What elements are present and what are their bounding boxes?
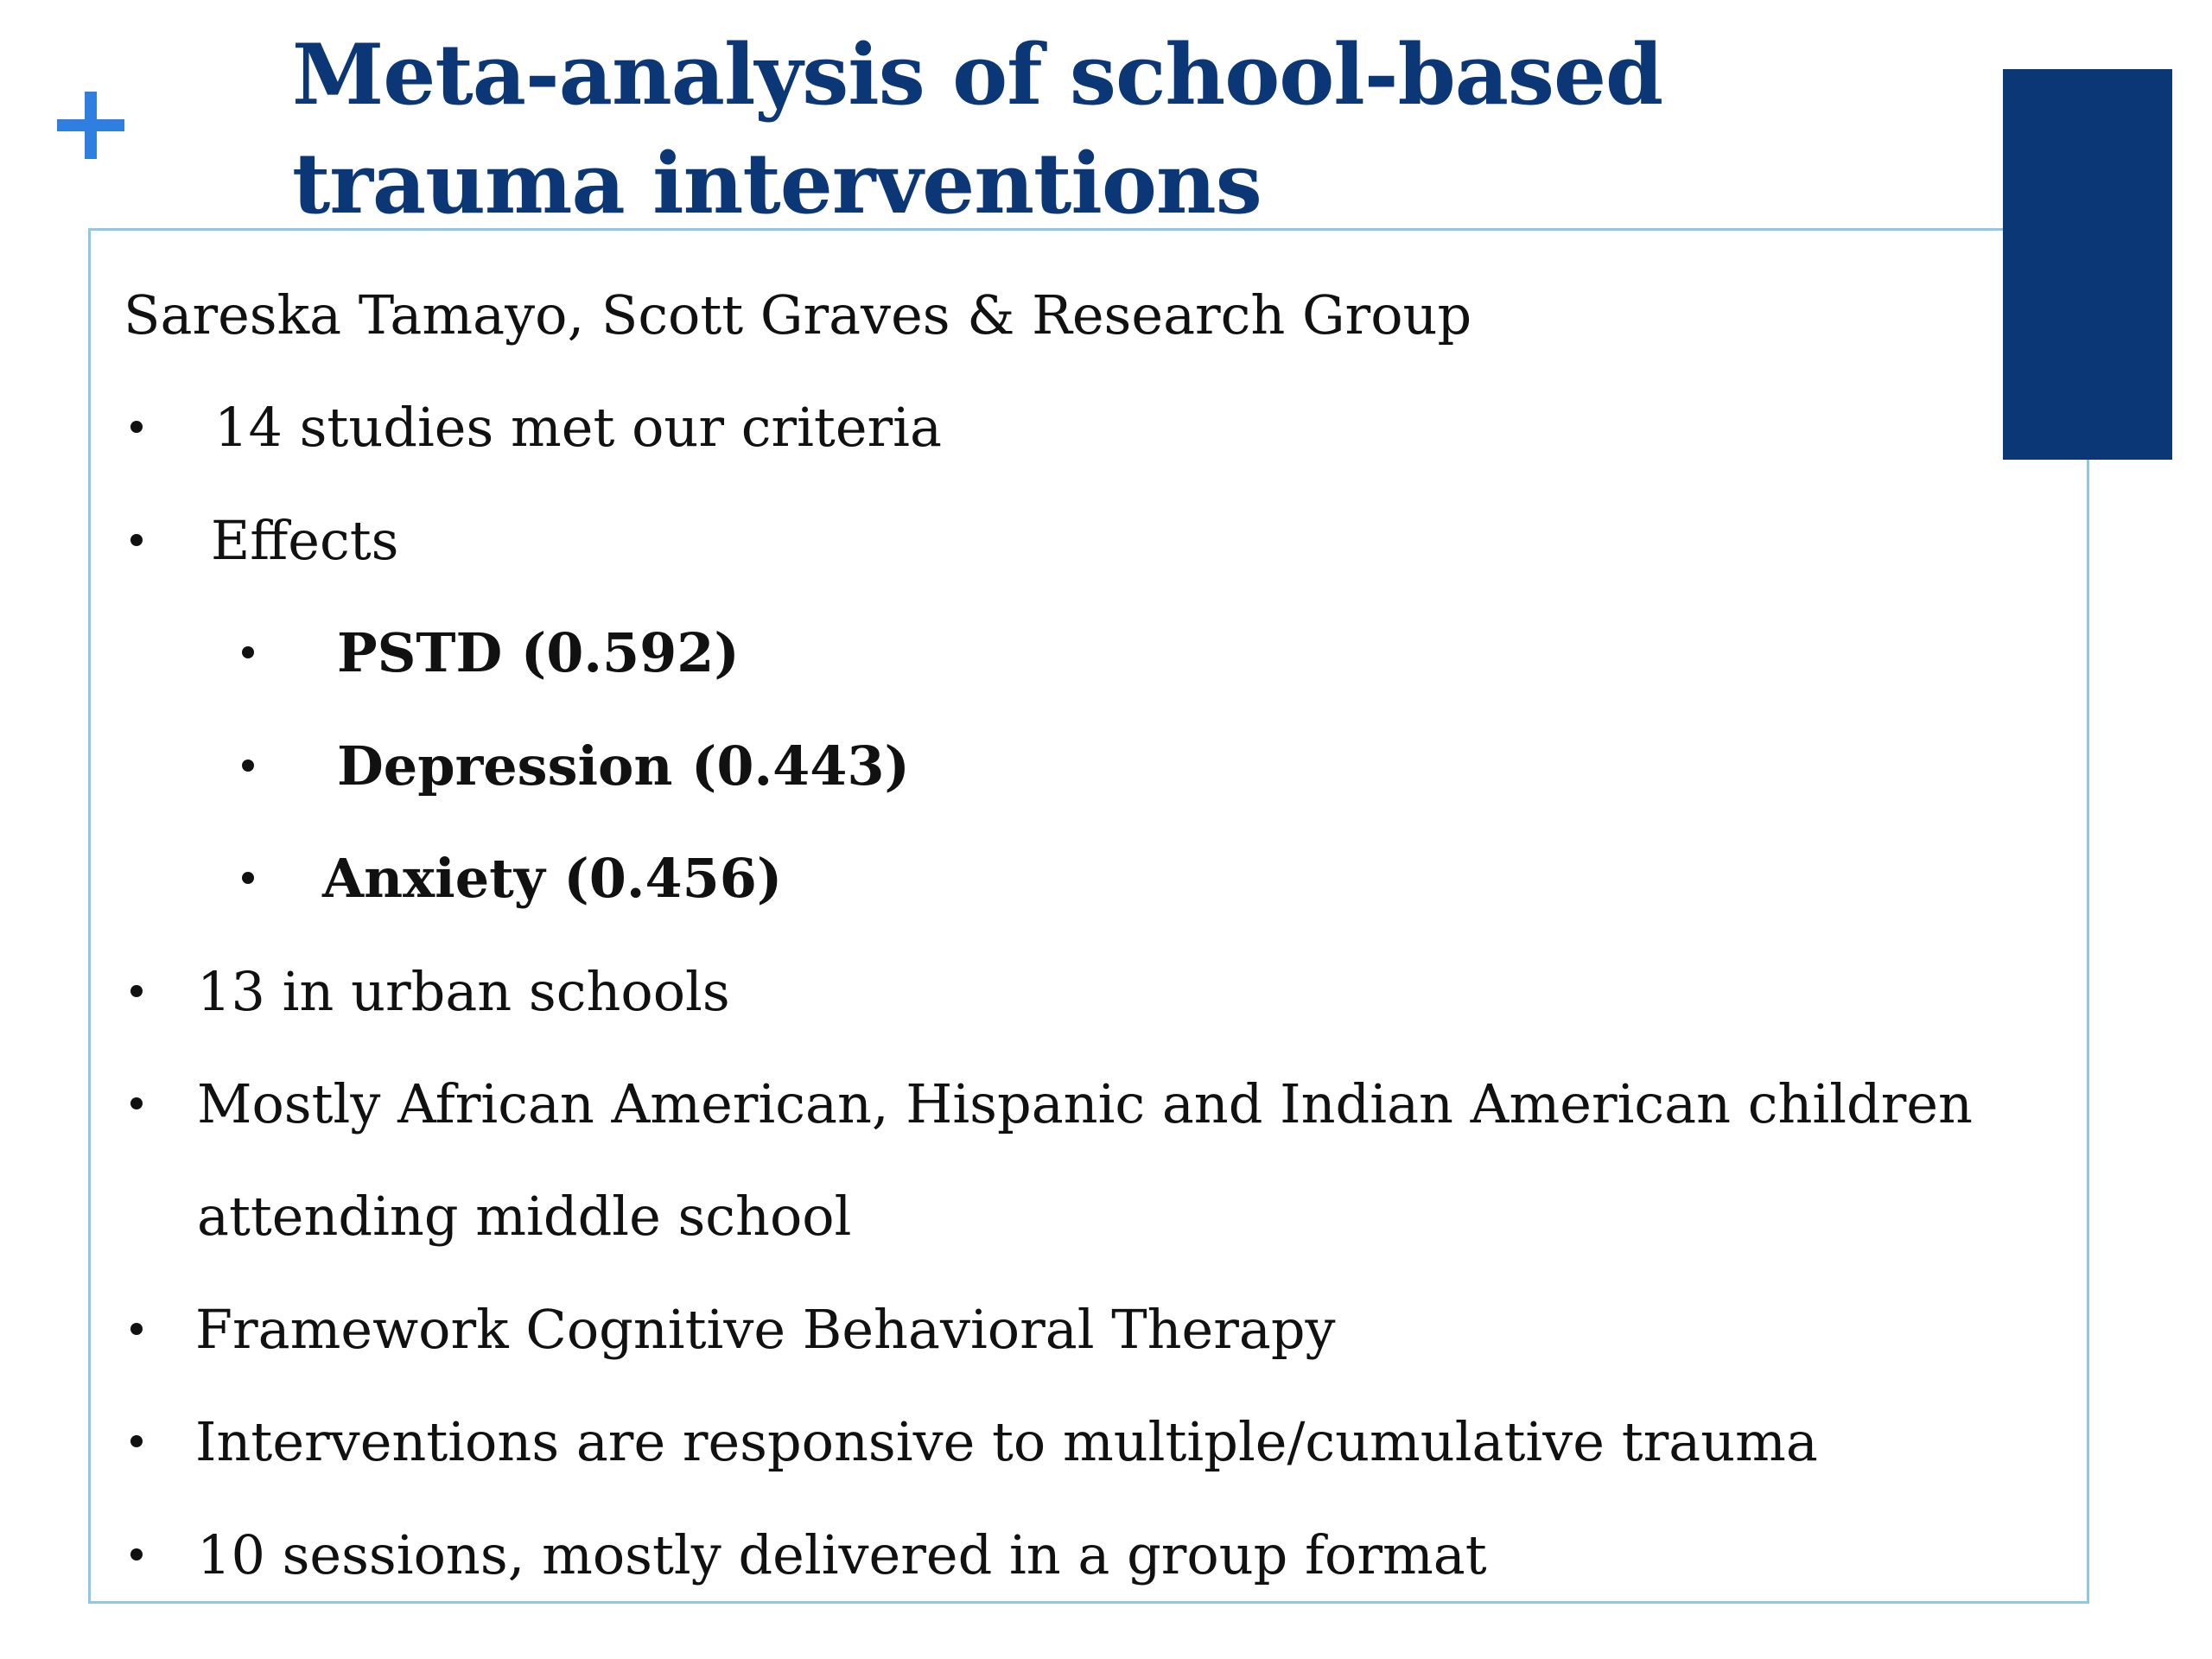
bullet-dot [242, 872, 254, 884]
bullet-interventions: Interventions are responsive to multiple/cumulative trauma [195, 1410, 1818, 1473]
bullet-dot [130, 534, 143, 546]
bullet-dot [242, 760, 254, 772]
bullet-dot [242, 646, 254, 658]
bullet-studies: 14 studies met our criteria [214, 396, 942, 459]
bullet-framework: Framework Cognitive Behavioral Therapy [195, 1298, 1336, 1361]
effect-depression: Depression (0.443) [337, 734, 910, 798]
bullet-dot [130, 421, 143, 433]
bullet-demographics-cont: attending middle school [197, 1185, 852, 1248]
bullet-sessions: 10 sessions, mostly delivered in a group format [197, 1523, 1487, 1586]
effect-anxiety: Anxiety (0.456) [322, 847, 783, 910]
bullet-demographics: Mostly African American, Hispanic and Indian American children [197, 1072, 1973, 1135]
effect-pstd: PSTD (0.592) [337, 621, 740, 684]
bullet-dot [130, 1097, 143, 1109]
bullet-dot [130, 1435, 143, 1447]
bullet-effects: Effects [211, 509, 399, 572]
decorative-block [2003, 69, 2172, 460]
bullet-dot [130, 985, 143, 997]
authors-line: Sareska Tamayo, Scott Graves & Research Group [124, 283, 1472, 346]
bullet-dot [130, 1323, 143, 1335]
plus-icon [57, 92, 124, 159]
slide-title: Meta-analysis of school-based trauma interventions [292, 26, 1663, 232]
bullet-dot [130, 1548, 143, 1560]
bullet-urban: 13 in urban schools [197, 960, 730, 1023]
